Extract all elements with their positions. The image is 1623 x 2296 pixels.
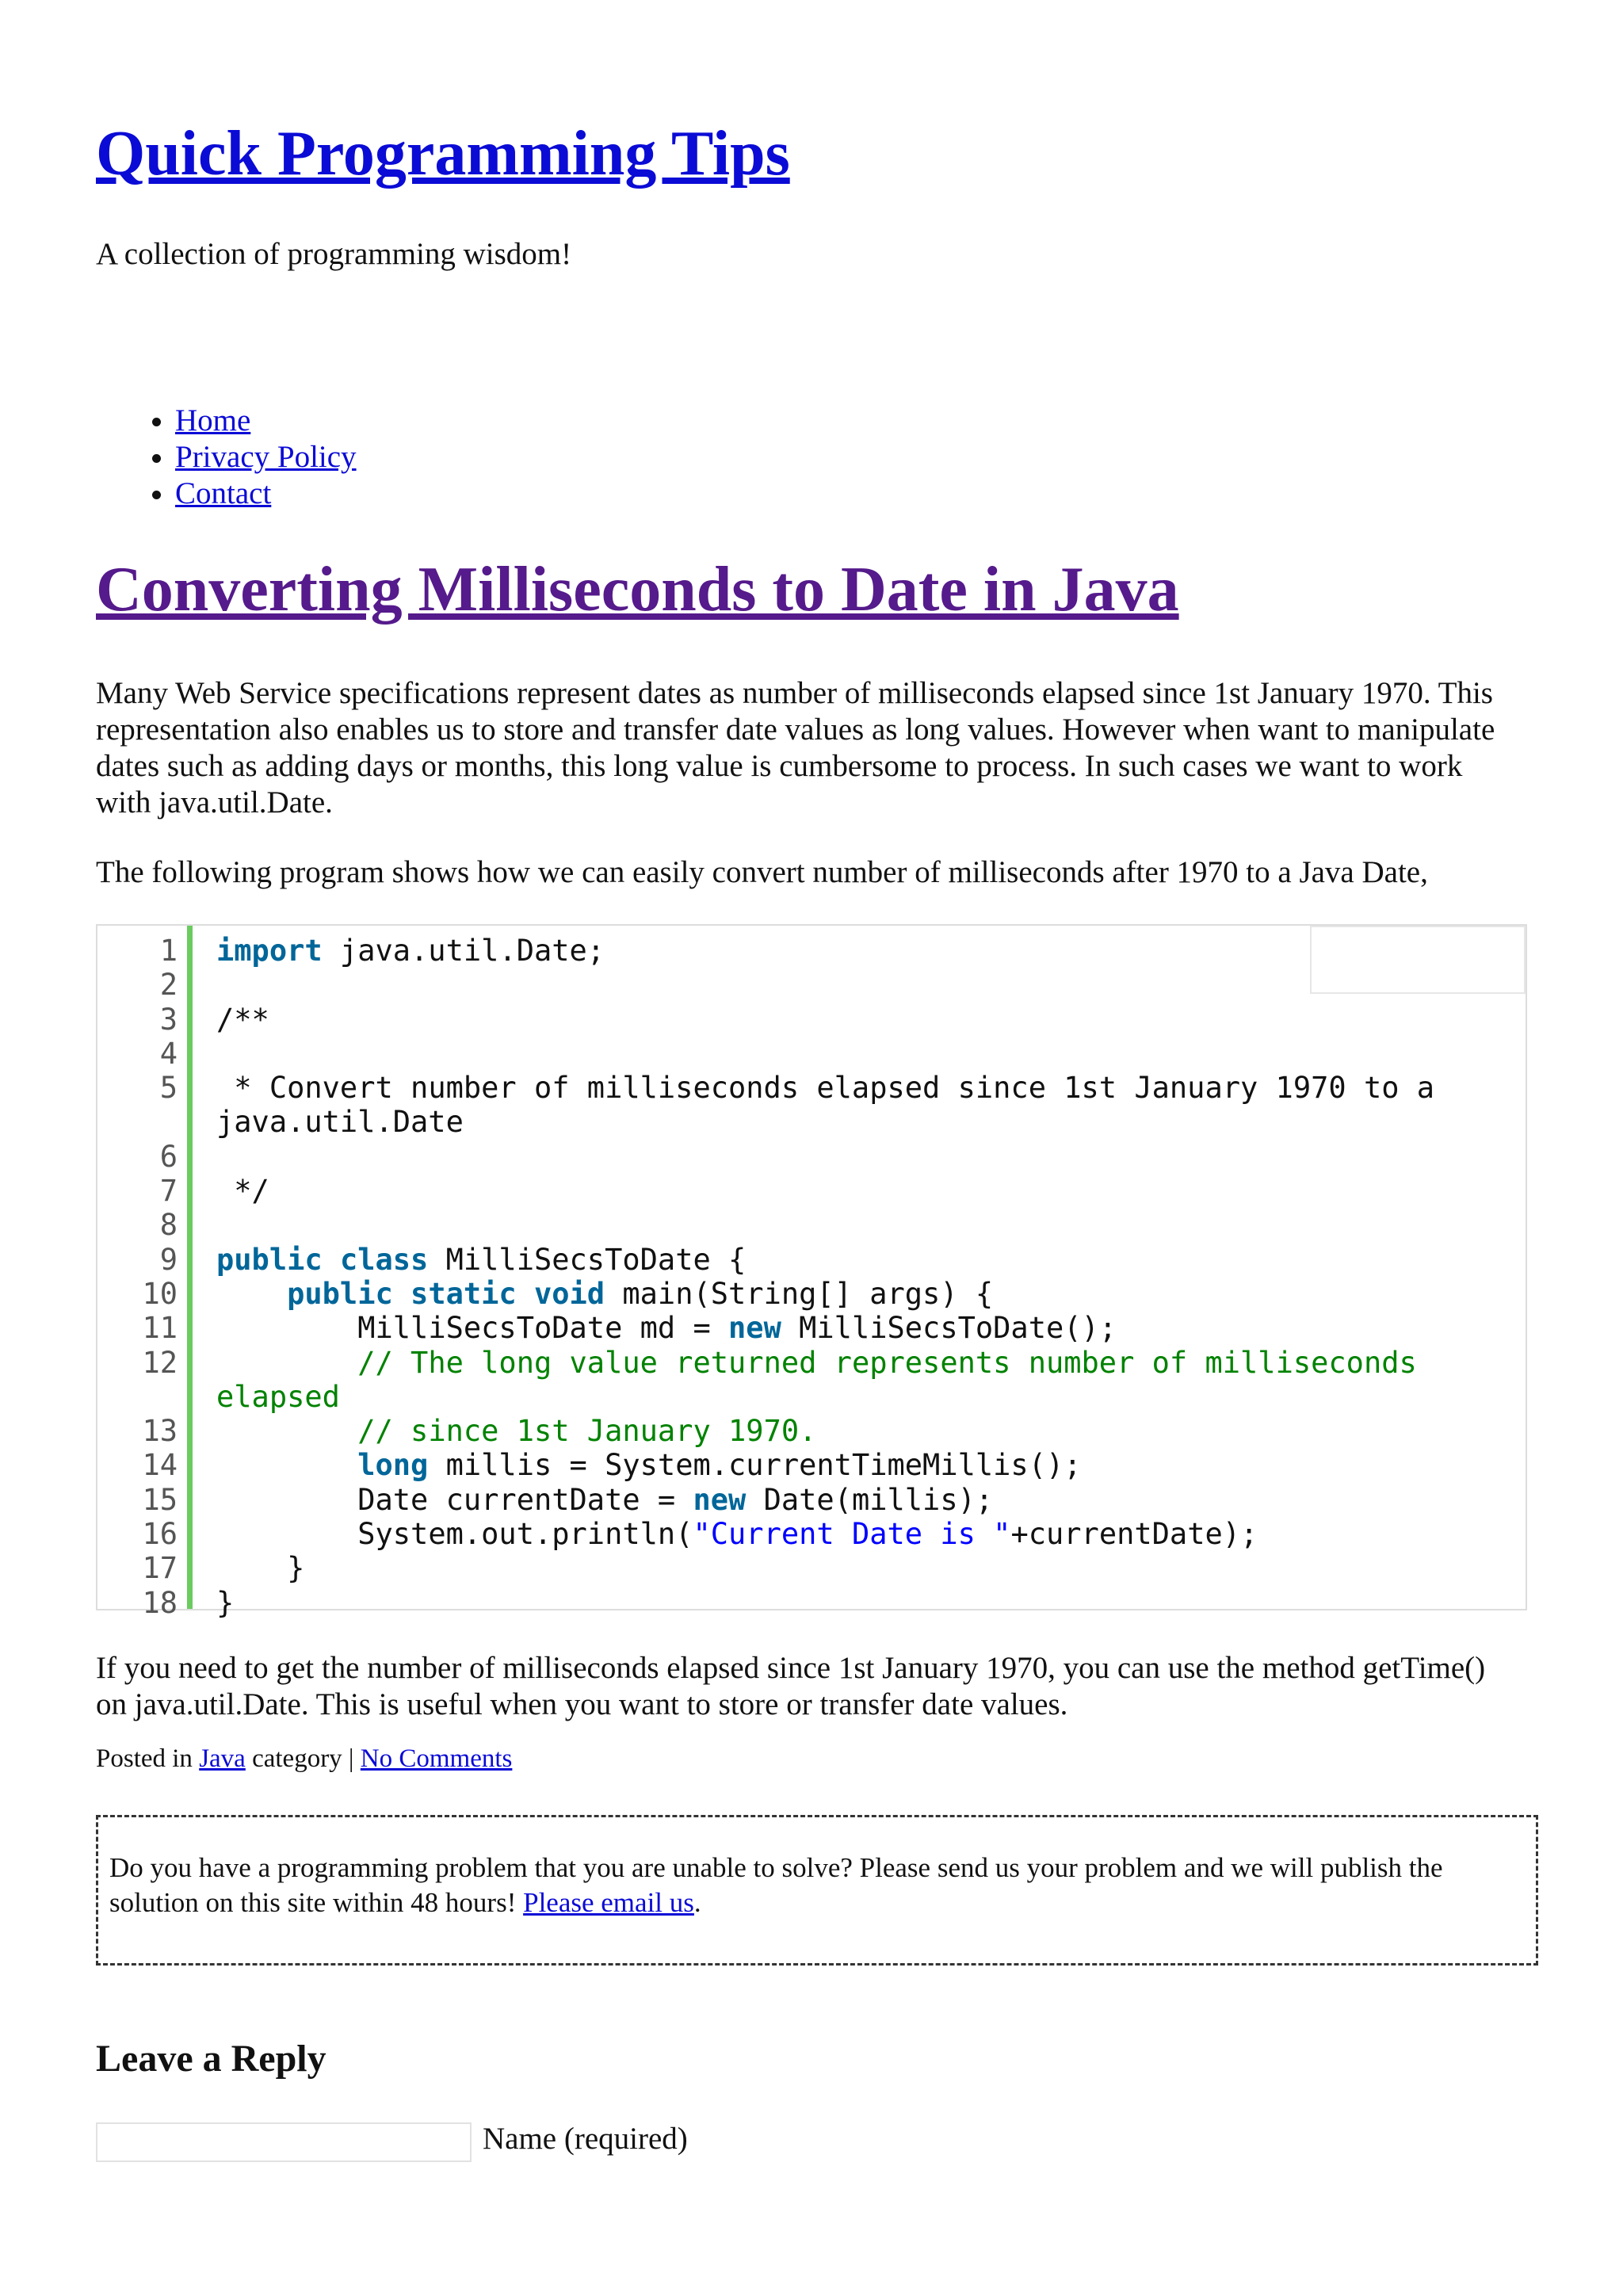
code-text: /** xyxy=(216,1002,269,1037)
line-number: 9 xyxy=(159,1242,178,1277)
category-link[interactable]: Java xyxy=(199,1744,246,1773)
line-number: 4 xyxy=(159,1036,178,1071)
line-number: 14 xyxy=(142,1448,178,1483)
code-text: java.util.Date; xyxy=(322,934,605,968)
line-number: 2 xyxy=(159,968,178,1003)
code-lines xyxy=(216,926,1502,1620)
code-text: Date currentDate = xyxy=(216,1482,693,1517)
nav-item-privacy-policy xyxy=(175,439,357,476)
code-line xyxy=(216,1037,1502,1071)
site-tagline: A collection of programming wisdom! xyxy=(96,237,572,271)
code-comment: // since 1st January 1970. xyxy=(357,1414,817,1449)
code-text xyxy=(323,1243,340,1277)
post-outro-paragraph: If you need to get the number of milliseconds elapsed since 1st January 1970, you can use the method getTime() on java.util.Date. This is useful when you want to store or transfer date values. xyxy=(96,1651,1486,1721)
code-text xyxy=(216,1140,234,1174)
code-keyword: void xyxy=(533,1276,605,1311)
line-number: 11 xyxy=(142,1311,178,1346)
code-text: MilliSecsToDate(); xyxy=(781,1311,1117,1346)
code-text xyxy=(216,1448,357,1482)
line-number: 1 xyxy=(159,934,178,968)
line-number-gutter xyxy=(97,926,193,1620)
code-text xyxy=(216,1414,357,1448)
code-keyword: public xyxy=(287,1276,393,1311)
code-text: System.out.println( xyxy=(216,1517,693,1552)
code-line xyxy=(216,1071,1502,1140)
nav-item-home xyxy=(175,403,357,439)
line-number: 18 xyxy=(142,1585,178,1620)
code-text xyxy=(216,968,234,1002)
nav-link-contact[interactable]: Contact xyxy=(175,476,272,510)
line-number xyxy=(97,1380,187,1414)
site-title xyxy=(96,119,790,189)
code-comment: // The long value returned represents number of milliseconds elapsed xyxy=(216,1345,1435,1414)
problem-notice-box xyxy=(96,1815,1538,1966)
line-number: 16 xyxy=(142,1517,178,1552)
notice-end: . xyxy=(693,1887,701,1918)
code-line xyxy=(216,1551,1502,1585)
line-number: 10 xyxy=(142,1276,178,1311)
code-line xyxy=(216,1517,1502,1551)
nav-link-privacy-policy[interactable]: Privacy Policy xyxy=(175,440,357,474)
code-keyword: long xyxy=(357,1448,429,1483)
email-us-link[interactable]: Please email us xyxy=(523,1887,694,1918)
code-text xyxy=(393,1277,411,1311)
site-title-link[interactable]: Quick Programming Tips xyxy=(96,119,790,189)
code-text: */ xyxy=(216,1174,269,1209)
code-text xyxy=(216,1277,287,1311)
code-block xyxy=(96,924,1527,1620)
line-number: 15 xyxy=(142,1482,178,1517)
code-text xyxy=(216,1037,234,1071)
line-number: 5 xyxy=(159,1071,178,1106)
nav-item-contact xyxy=(175,476,357,512)
line-number: 7 xyxy=(159,1174,178,1209)
notice-text: Do you have a programming problem that you are unable to solve? Please send us your problem and we will publish the solution on this site within 48 hours! xyxy=(109,1852,1443,1918)
line-number: 13 xyxy=(142,1414,178,1449)
code-line xyxy=(216,1483,1502,1517)
code-line xyxy=(216,1346,1502,1415)
code-line xyxy=(216,1208,1502,1242)
main-nav xyxy=(96,403,357,512)
code-text: main(String[] args) { xyxy=(605,1276,994,1311)
post-title xyxy=(96,555,1179,625)
post-lead-paragraph: The following program shows how we can easily convert number of milliseconds after 1970 to a Java Date, xyxy=(96,855,1428,889)
line-number: 8 xyxy=(159,1208,178,1243)
post-intro-paragraph: Many Web Service specifications represent dates as number of milliseconds elapsed since 1st January 1970. This representation also enables us to store and transfer date values as long values. However when want to manipulate dates such as adding days or months, this long value is cumbersome to process. In such cases we want to work with java.util.Date. xyxy=(96,676,1495,819)
code-text: } xyxy=(216,1585,235,1620)
code-line xyxy=(216,934,1502,968)
nav-link-home[interactable]: Home xyxy=(175,403,251,437)
code-string: "Current Date is " xyxy=(693,1517,1011,1552)
code-line xyxy=(216,1277,1502,1311)
code-text: } xyxy=(216,1551,305,1586)
line-number: 12 xyxy=(142,1345,178,1380)
leave-reply-heading: Leave a Reply xyxy=(96,2038,327,2080)
code-line xyxy=(216,968,1502,1002)
code-line xyxy=(216,1586,1502,1620)
post-meta xyxy=(96,1744,512,1775)
code-keyword: new xyxy=(693,1482,747,1517)
code-text: MilliSecsToDate { xyxy=(428,1242,747,1277)
code-text xyxy=(216,1346,357,1380)
code-keyword: public xyxy=(216,1242,323,1277)
post-title-link[interactable]: Converting Milliseconds to Date in Java xyxy=(96,555,1179,625)
name-input[interactable] xyxy=(96,2122,472,2162)
code-text xyxy=(517,1277,534,1311)
code-line xyxy=(216,1311,1502,1345)
code-line xyxy=(216,1140,1502,1174)
code-toolbar-button[interactable] xyxy=(1310,926,1526,994)
code-line xyxy=(216,1174,1502,1208)
category-suffix: category | xyxy=(252,1744,354,1773)
code-keyword: class xyxy=(339,1242,429,1277)
code-text: +currentDate); xyxy=(1010,1517,1258,1552)
name-label: Name (required) xyxy=(483,2122,688,2156)
code-keyword: static xyxy=(411,1276,517,1311)
code-text: * Convert number of milliseconds elapsed since 1st January 1970 to a java.util.Date xyxy=(216,1071,1453,1140)
code-keyword: import xyxy=(216,934,323,968)
code-text xyxy=(216,1208,234,1242)
comments-link[interactable]: No Comments xyxy=(360,1744,513,1773)
code-keyword: new xyxy=(728,1311,781,1346)
code-line xyxy=(216,1448,1502,1482)
code-line xyxy=(216,1414,1502,1448)
code-line xyxy=(216,1243,1502,1277)
line-number: 17 xyxy=(142,1551,178,1586)
code-text: millis = System.currentTimeMillis(); xyxy=(428,1448,1082,1483)
line-number: 6 xyxy=(159,1139,178,1174)
code-text: MilliSecsToDate md = xyxy=(216,1311,729,1346)
line-number: 3 xyxy=(159,1002,178,1037)
code-line xyxy=(216,1003,1502,1037)
posted-in-label: Posted in xyxy=(96,1744,193,1773)
code-text: Date(millis); xyxy=(746,1482,994,1517)
line-number xyxy=(97,1105,187,1139)
